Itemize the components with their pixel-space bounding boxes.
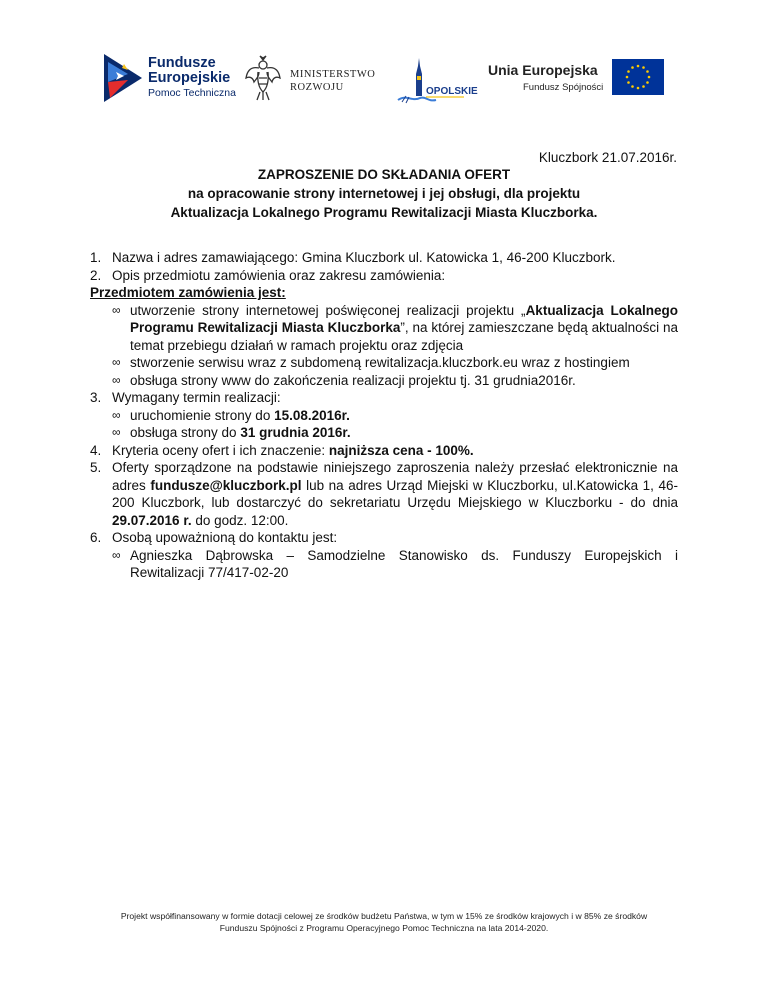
fundusze-europejskie-logo-icon	[102, 52, 146, 104]
bullet-item: ∞ obsługa strony do 31 grudnia 2016r.	[112, 425, 351, 440]
page-footer: Projekt współfinansowany w formie dotacji celowej ze środków budżetu Państwa, w tym w 15% ze środków krajowych i w 85% ze środków Funduszu Spójności z Programu Operacyjnego Pomoc Techniczna na lata 2014-2020.	[120, 911, 648, 933]
ministry-logo-text: MINISTERSTWO ROZWOJU	[290, 69, 376, 93]
fundusze-europejskie-logo-text: Fundusze Europejskie Pomoc Techniczna	[148, 55, 236, 99]
bullet-item: ∞ uruchomienie strony do 15.08.2016r.	[112, 407, 350, 423]
list-item-6: 6. Osobą upoważnioną do kontaktu jest:	[90, 530, 338, 545]
list-item-1: 1. Nazwa i adres zamawiającego: Gmina Kluczbork ul. Katowicka 1, 46-200 Kluczbork.	[90, 250, 616, 265]
title-line-3: Aktualizacja Lokalnego Programu Rewitalizacji Miasta Kluczborka.	[170, 205, 598, 220]
bullet-icon: ∞	[112, 302, 121, 317]
bullet-icon: ∞	[112, 425, 121, 439]
list-item-3: 3. Wymagany termin realizacji:	[90, 390, 281, 405]
bullet-item: ∞ obsługa strony www do zakończenia realizacji projektu tj. 31 grudnia2016r.	[112, 372, 576, 388]
eu-logo-subtitle: Fundusz Spójności	[523, 82, 604, 93]
document-date: Kluczbork 21.07.2016r.	[538, 150, 677, 165]
contact-email-link[interactable]: fundusze@kluczbork.pl	[150, 477, 302, 493]
eu-logo-title: Unia Europejska	[488, 62, 598, 78]
svg-text:OPOLSKIE: OPOLSKIE	[426, 86, 478, 97]
section-subheading: Przedmiotem zamówienia jest:	[90, 285, 286, 300]
bullet-item: ∞ stworzenie serwisu wraz z subdomeną rewitalizacja.kluczbork.eu wraz z hostingiem	[112, 355, 630, 370]
bullet-icon: ∞	[112, 372, 121, 387]
logo-bar	[0, 52, 768, 112]
document-title	[0, 165, 768, 222]
bullet-icon: ∞	[112, 407, 121, 422]
list-item-4: 4. Kryteria oceny ofert i ich znaczenie: najniższa cena - 100%.	[90, 442, 474, 458]
list-item-2: 2. Opis przedmiotu zamówienia oraz zakresu zamówienia:	[90, 267, 446, 283]
list-item-5: 5. Oferty sporządzone na podstawie niniejszego zaproszenia należy przesłać elektronicznie na adres fundusze@kluczbork.pl lub na adres Urząd Miejski w Kluczborku, ul.Katowicka 1, 46-200 Kluczbork, lub dostarczyć do sekretariatu Urzędu Miejskiego w Kluczborku - do dnia 29.07.2016 r. do godz. 12:00.	[90, 460, 678, 528]
opolskie-logo-icon	[396, 56, 478, 106]
polish-eagle-icon	[244, 54, 282, 102]
document-body	[90, 249, 678, 582]
eu-flag-icon	[612, 59, 664, 95]
title-line-1: ZAPROSZENIE DO SKŁADANIA OFERT	[257, 167, 511, 182]
bullet-icon: ∞	[112, 355, 121, 369]
bullet-icon: ∞	[112, 547, 121, 562]
bullet-item: ∞ utworzenie strony internetowej poświęconej realizacji projektu „Aktualizacja Lokalnego Programu Rewitalizacji Miasta Kluczborka”, na której zamieszczane będą aktualności na temat przebiegu działań w ramach projektu oraz zdjęcia	[112, 302, 678, 353]
bullet-item: ∞ Agnieszka Dąbrowska – Samodzielne Stanowisko ds. Funduszy Europejskich i Rewitalizacji 77/417-02-20	[112, 547, 678, 580]
title-line-2: na opracowanie strony internetowej i jej obsługi, dla projektu	[187, 186, 581, 201]
